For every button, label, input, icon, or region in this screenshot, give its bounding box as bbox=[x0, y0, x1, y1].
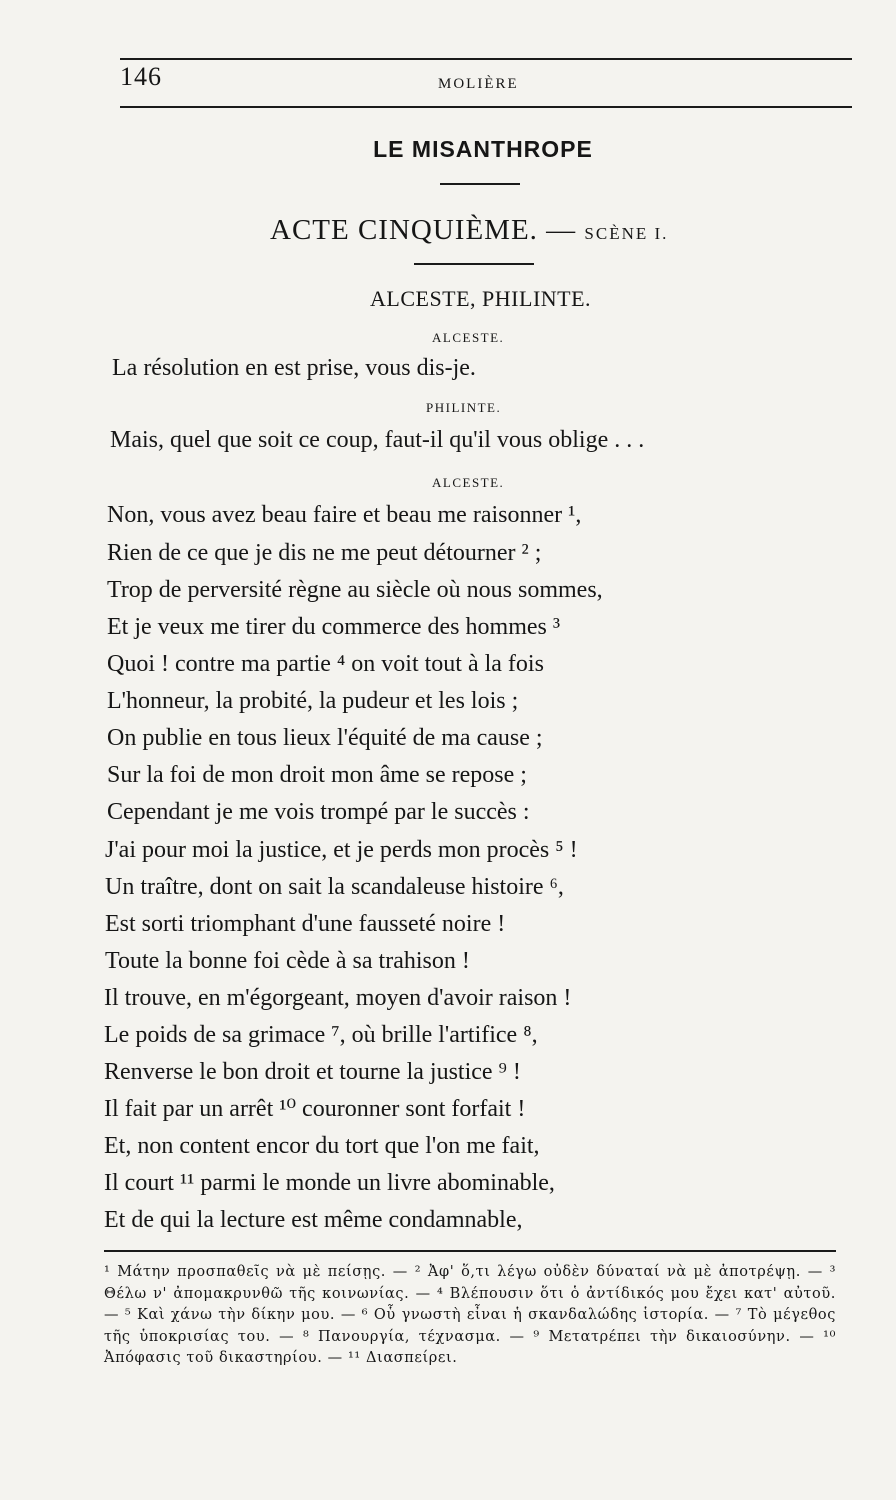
footnote-9: ⁹ Μετατρέπει τὴν δικαιοσύνην. — bbox=[533, 1328, 815, 1345]
verse-line: Il fait par un arrêt ¹⁰ couronner sont forfait ! bbox=[104, 1096, 526, 1122]
verse-line: Le poids de sa grimace ⁷, où brille l'artifice ⁸, bbox=[104, 1022, 538, 1048]
verse-line: Et de qui la lecture est même condamnable, bbox=[104, 1207, 523, 1233]
scene-characters: ALCESTE, PHILINTE. bbox=[370, 286, 592, 311]
verse-line: J'ai pour moi la justice, et je perds mon procès ⁵ ! bbox=[105, 837, 578, 863]
verse-line: Renverse le bon droit et tourne la justice ⁹ ! bbox=[104, 1059, 521, 1085]
speaker-alceste-2: ALCESTE. bbox=[432, 475, 505, 490]
verse-line: Et, non content encor du tort que l'on me fait, bbox=[104, 1133, 540, 1159]
footnote-8: ⁸ Πανουργία, τέχνασμα. — bbox=[302, 1328, 525, 1345]
act-title: ACTE CINQUIÈME. — bbox=[270, 214, 577, 246]
footnote-rule bbox=[104, 1250, 836, 1252]
verse-line: L'honneur, la probité, la pudeur et les lois ; bbox=[107, 688, 519, 714]
verse-line: On publie en tous lieux l'équité de ma cause ; bbox=[107, 725, 543, 751]
verse-line: Mais, quel que soit ce coup, faut-il qu'il vous oblige . . . bbox=[110, 427, 645, 453]
footnotes-block bbox=[104, 1262, 836, 1370]
scene-label: SCÈNE I. bbox=[584, 224, 669, 243]
footnote-11: ¹¹ Διασπείρει. bbox=[347, 1350, 458, 1367]
speaker-philinte: PHILINTE. bbox=[426, 400, 502, 415]
verse-line: Il court ¹¹ parmi le monde un livre abominable, bbox=[104, 1170, 555, 1196]
act-separator bbox=[414, 263, 534, 265]
footnote-7: ⁷ Τὸ μέγεθος τῆς ὑποκρισίας του. — bbox=[104, 1307, 836, 1345]
title-separator bbox=[440, 183, 520, 185]
page-number: 146 bbox=[120, 62, 162, 91]
verse-line: Non, vous avez beau faire et beau me raisonner ¹, bbox=[107, 502, 582, 528]
footnote-6: ⁶ Οὗ γνωστὴ εἶναι ἡ σκανδαλώδης ἱστορία. — bbox=[361, 1307, 730, 1324]
running-head: MOLIÈRE bbox=[438, 76, 519, 92]
verse-line: Est sorti triomphant d'une fausseté noire ! bbox=[105, 911, 506, 937]
verse-line: Trop de perversité règne au siècle où nous sommes, bbox=[107, 577, 603, 603]
verse-line: Il trouve, en m'égorgeant, moyen d'avoir raison ! bbox=[104, 985, 572, 1011]
verse-line: Rien de ce que je dis ne me peut détourner ² ; bbox=[107, 540, 542, 566]
verse-line: Et je veux me tirer du commerce des hommes ³ bbox=[107, 614, 561, 640]
footnote-10: ¹⁰ Ἀπόφασις τοῦ δικαστηρίου. — bbox=[104, 1328, 836, 1367]
act-heading bbox=[270, 214, 668, 247]
verse-line: La résolution en est prise, vous dis-je. bbox=[112, 355, 476, 381]
verse-line: Quoi ! contre ma partie ⁴ on voit tout à la fois bbox=[107, 651, 544, 677]
verse-line: Cependant je me vois trompé par le succès : bbox=[107, 799, 530, 825]
footnote-4: ⁴ Βλέπουσιν ὅτι ὁ ἀντίδικός μου ἔχει κατ' αὐτοῦ. — bbox=[104, 1285, 836, 1324]
footnote-2: ² Ἀφ' ὅ,τι λέγω οὐδὲν δύναταί νὰ μὲ ἀποτρέψῃ. — bbox=[414, 1264, 823, 1280]
footnote-3: ³ Θέλω ν' ἀπομακρυνθῶ τῆς κοινωνίας. — bbox=[104, 1264, 837, 1302]
play-title: LE MISANTHROPE bbox=[373, 136, 593, 162]
header-bottom-rule bbox=[120, 106, 852, 108]
footnote-1: ¹ Μάτην προσπαθεῖς νὰ μὲ πείσῃς. — bbox=[104, 1264, 408, 1280]
verse-line: Toute la bonne foi cède à sa trahison ! bbox=[105, 948, 470, 974]
header-top-rule bbox=[120, 58, 852, 60]
verse-line: Un traître, dont on sait la scandaleuse histoire ⁶, bbox=[105, 874, 564, 900]
verse-line: Sur la foi de mon droit mon âme se repose ; bbox=[107, 762, 527, 788]
speaker-alceste-1: ALCESTE. bbox=[432, 330, 505, 345]
footnote-5: ⁵ Καὶ χάνω τὴν δίκην μου. — bbox=[124, 1307, 356, 1324]
